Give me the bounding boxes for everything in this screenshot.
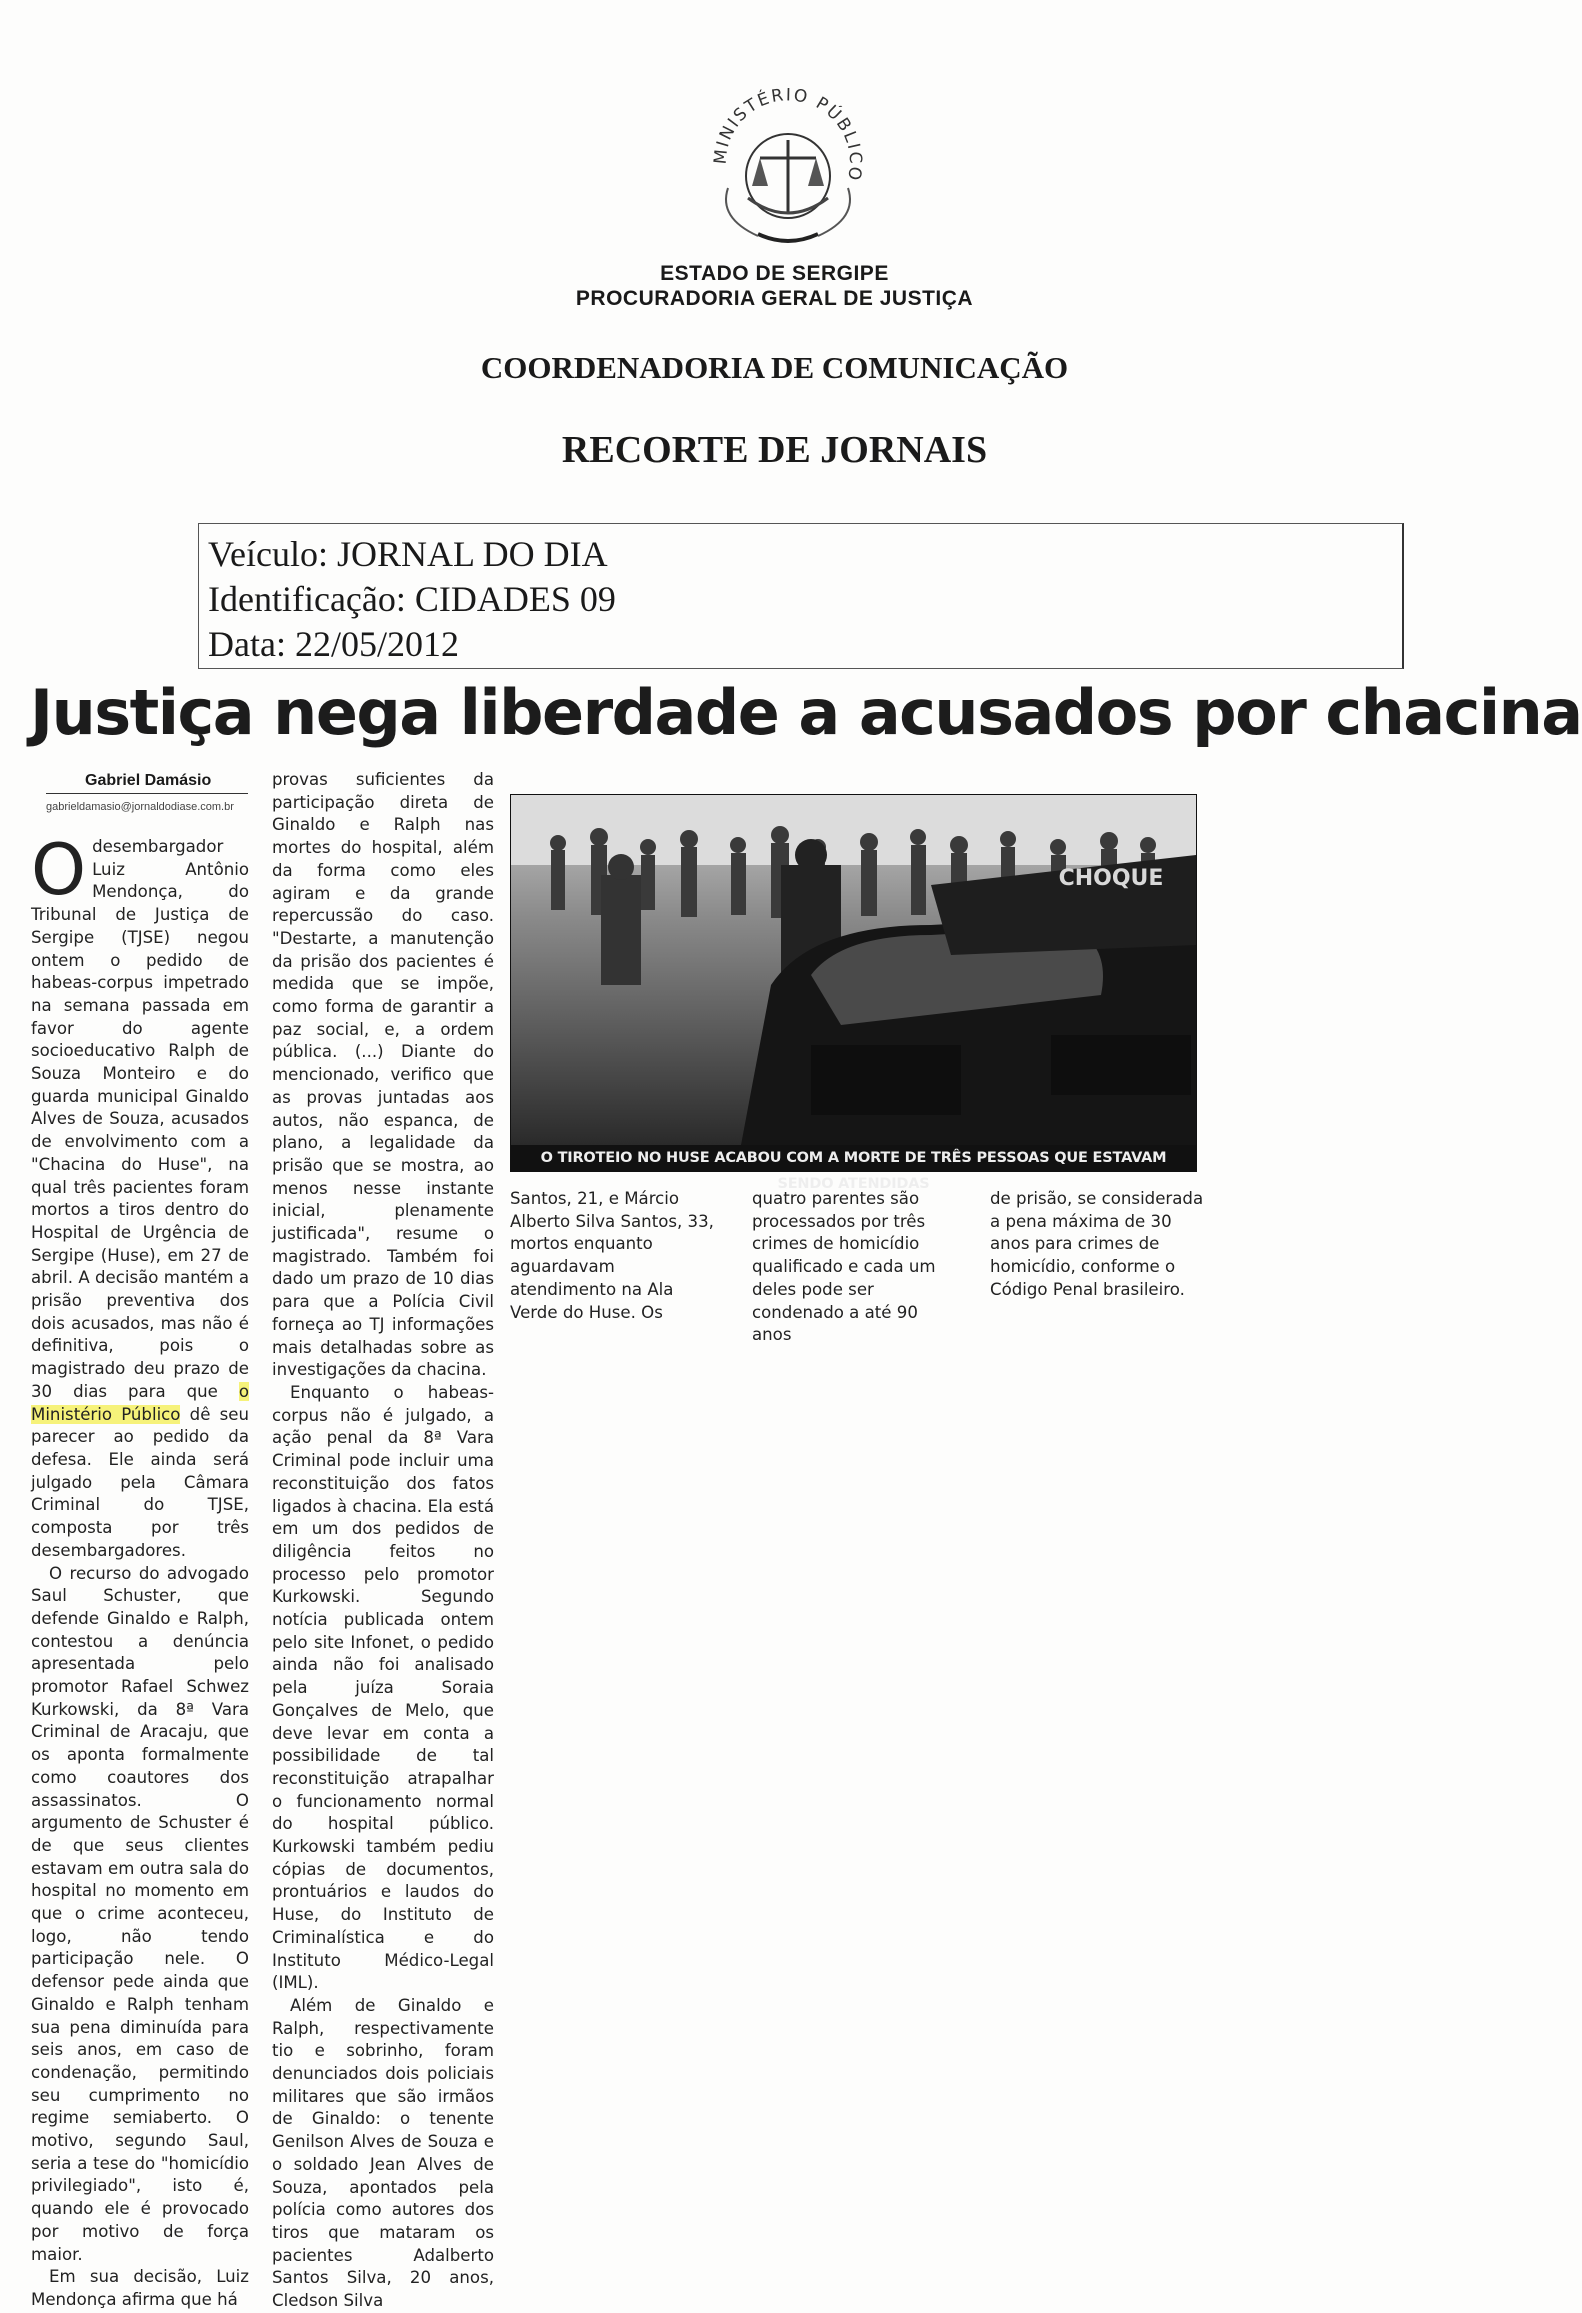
date-line: Data: 22/05/2012 xyxy=(208,624,459,664)
state-name: ESTADO DE SERGIPE xyxy=(660,262,889,285)
paragraph-3: Em sua decisão, Luiz Mendonça afirma que há xyxy=(31,2267,249,2309)
article-photo xyxy=(510,794,1197,1192)
ministerio-publico-seal xyxy=(688,58,888,258)
svg-text:MINISTÉRIO PÚBLICO: MINISTÉRIO PÚBLICO xyxy=(710,85,866,184)
paragraph-4: provas suficientes da participação direta de Ginaldo e Ralph nas mortes do hospital, além da forma como eles agiram e da grande repercussão do caso. "Destarte, a manutenção da prisão dos pacientes é medida que se impõe, como forma de garantir a paz social, e, a ordem pública. (...) Diante do mencionado, verifico que as provas juntadas aos autos, não espanca, de plano, a legalidade da prisão que se mostra, ao menos nesse instante inicial, plenamente justificada", resume o magistrado. Também foi dado um prazo de 10 dias para que a Polícia Civil forneça ao TJ informações mais detalhadas sobre as investigações da chacina. xyxy=(272,770,494,1380)
article-column-3 xyxy=(510,1188,718,1324)
highlighted-text: o Ministério Público xyxy=(31,1381,249,1424)
article-column-5 xyxy=(990,1188,1208,1302)
article-column-2 xyxy=(272,769,494,2313)
paragraph-6: Além de Ginaldo e Ralph, respectivamente tio e sobrinho, foram denunciados dois policiais militares que são irmãos de Ginaldo: o tenente Genilson Alves de Souza e o soldado Jean Alves de Souza, apontados pela polícia como autores dos tiros que mataram os pacientes Adalberto Santos Silva, 20 anos, Cledson Silva xyxy=(272,1995,494,2311)
department-title: COORDENADORIA DE COMUNICAÇÃO xyxy=(480,350,1069,385)
author-email: gabrieldamasio@jornaldodiase.com.br xyxy=(46,801,234,813)
author-name: Gabriel Damásio xyxy=(85,772,212,789)
drop-cap: O xyxy=(31,829,87,911)
paragraph-7: Santos, 21, e Márcio Alberto Silva Santos, 33, mortos enquanto aguardavam atendimento na Ala Verde do Huse. Os xyxy=(510,1189,714,1322)
photo-vehicle-text: CHOQUE xyxy=(1058,866,1164,891)
byline-divider xyxy=(46,793,248,794)
section-title: RECORTE DE JORNAIS xyxy=(561,429,988,471)
paragraph-1: Odesembargador Luiz Antônio Mendonça, do Tribunal de Justiça de Sergipe (TJSE) negou ontem o pedido de habeas-corpus impetrado na semana passada em favor do agente socioeducativo Ralph de Souza Monteiro e do guarda municipal Ginaldo Alves de Souza, acusados de envolvimento com a "Chacina do Huse", na qual três pacientes foram mortos a tiros dentro do Hospital de Urgência de Sergipe (Huse), em 27 de abril. A decisão mantém a prisão preventiva dos dois acusados, mas não é definitiva, pois o magistrado deu prazo de 30 dias para que o Ministério Público dê seu parecer ao pedido da defesa. Ele ainda será julgado pela Câmara Criminal do TJSE, composta por três desembargadores. xyxy=(31,829,249,1560)
paragraph-5: Enquanto o habeas-corpus não é julgado, a ação penal da 8ª Vara Criminal pode incluir uma reconstituição dos fatos ligados à chacina. Ela está em um dos pedidos de diligência feitos no processo pelo promotor Kurkowski. Segundo notícia publicada ontem pelo site Infonet, o pedido ainda não foi analisado pela juíza Soraia Gonçalves de Melo, que deve levar em conta a possibilidade de tal reconstituição atrapalhar o funcionamento normal do hospital público. Kurkowski também pediu cópias de documentos, prontuários e laudos do Huse, do Instituto de Criminalística e do Instituto Médico-Legal (IML). xyxy=(272,1382,494,1993)
clipping-info-box xyxy=(198,523,1404,669)
article-column-1 xyxy=(31,829,249,2312)
paragraph-9: de prisão, se considerada a pena máxima de 30 anos para crimes de homicídio, conforme o Código Penal brasileiro. xyxy=(990,1189,1204,1299)
article-headline: Justiça nega liberdade a acusados por chacina xyxy=(30,676,1582,749)
agency-name: PROCURADORIA GERAL DE JUSTIÇA xyxy=(575,287,974,310)
paragraph-8: quatro parentes são processados por três crimes de homicídio qualificado e cada um deles pode ser condenado a até 90 anos xyxy=(752,1189,936,1345)
article-column-4 xyxy=(752,1188,962,1347)
photo-caption: O TIROTEIO NO HUSE ACABOU COM A MORTE DE TRÊS PESSOAS QUE ESTAVAM SENDO ATENDIDAS xyxy=(511,1145,1196,1171)
identification-line: Identificação: CIDADES 09 xyxy=(208,579,616,619)
vehicle-line: Veículo: JORNAL DO DIA xyxy=(208,534,608,574)
paragraph-2: O recurso do advogado Saul Schuster, que defende Ginaldo e Ralph, contestou a denúncia apresentada pelo promotor Rafael Schwez Kurkowski, da 8ª Vara Criminal de Aracaju, que os aponta formalmente como coautores dos assassinatos. O argumento de Schuster é de que seus clientes estavam em outra sala do hospital no momento em que o crime aconteceu, logo, não tendo participação nele. O defensor pede ainda que Ginaldo e Ralph tenham sua pena diminuída para seis anos, em caso de condenação, permitindo seu cumprimento no regime semiaberto. O motivo, segundo Saul, seria a tese do "homicídio privilegiado", isto é, quando ele é provocado por motivo de força maior. xyxy=(31,1563,249,2264)
